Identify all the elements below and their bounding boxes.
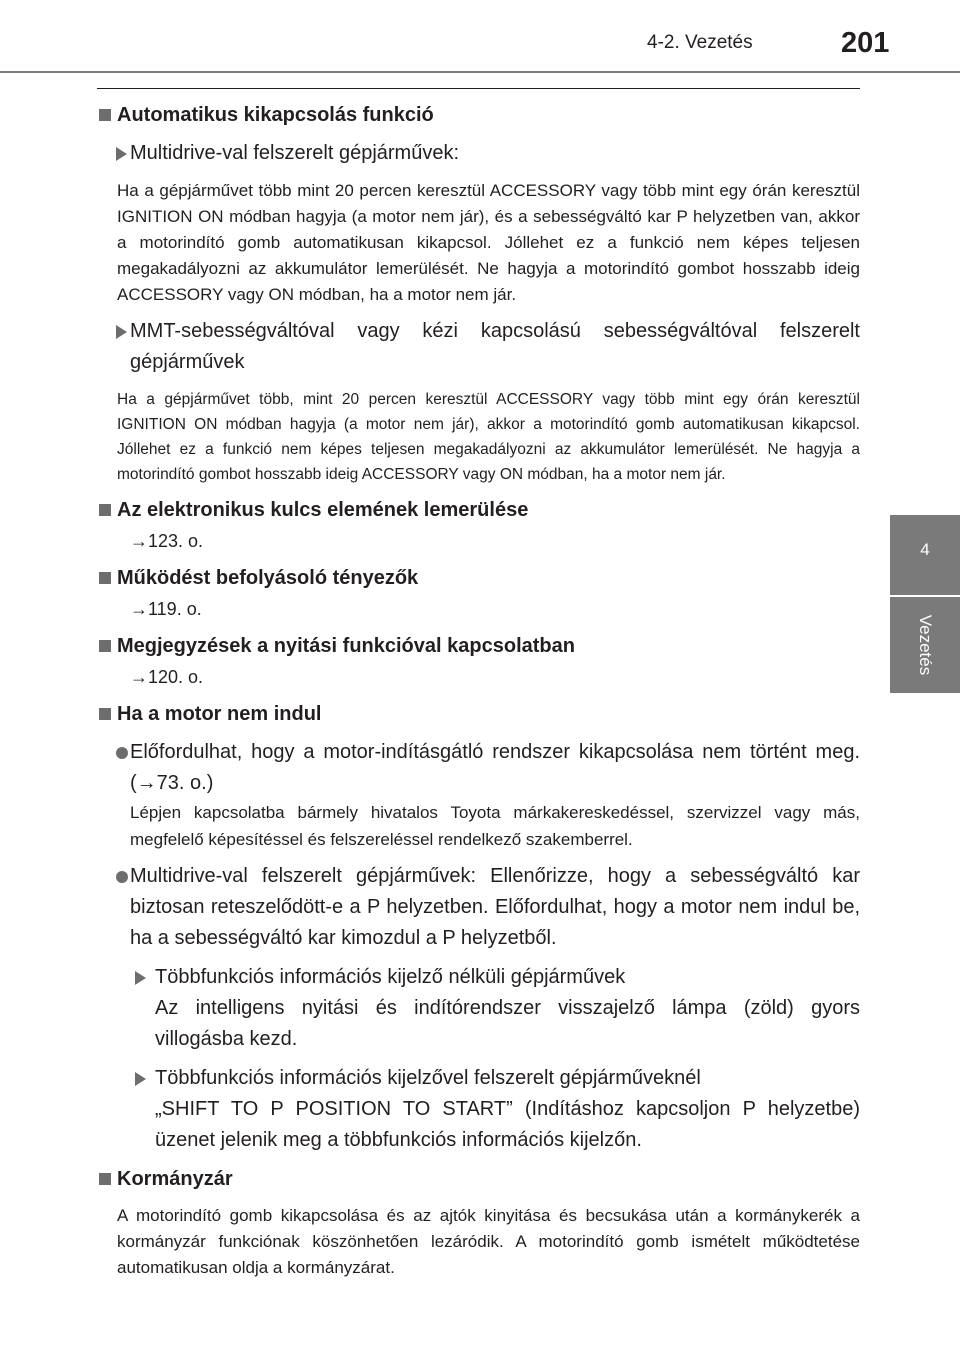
page-reference-notes: →120. o. xyxy=(130,667,204,687)
heading-auto-off: Automatikus kikapcsolás funkció xyxy=(97,100,860,130)
content-top-rule xyxy=(97,88,860,89)
heading-steering-lock: Kormányzár xyxy=(97,1164,860,1194)
header-section-title: 4-2. Vezetés xyxy=(647,32,753,53)
subitem-no-display-title: Többfunkciós információs kijelző nélküli gépjárművek xyxy=(155,966,626,988)
paragraph-multidrive: Ha a gépjárművet több mint 20 percen keresztül ACCESSORY vagy több mint egy órán keresztül IGNITION ON módban hagyja (a motor nem jár), és a sebességváltó kar P helyzetben van, akkor a motorindító gomb automatikusan kikapcsol. Jóllehet ez a funkció nem képes teljesen megakadályozni az akkumulátor lemerülését. Ne hagyja a motorindító gombot hosszabb ideig ACCESSORY vagy ON módban, ha a motor nem jár. xyxy=(117,181,860,304)
page-reference-factors: →119. o. xyxy=(130,599,202,619)
subitem-with-display-title: Többfunkciós információs kijelzővel felszerelt gépjárműveknél xyxy=(155,1067,701,1089)
bullet-immobilizer xyxy=(97,737,860,853)
bullet-shift-lever: Multidrive-val felszerelt gépjárművek: Ellenőrizze, hogy a sebességváltó kar biztosan reteszelődött-e a P helyzetben. Előfordulhat, hogy a motor nem indul be, ha a sebességváltó kar kimozdul a P helyzetből. xyxy=(97,861,860,954)
page-content xyxy=(97,92,860,1281)
bullet-immobilizer-text: Előfordulhat, hogy a motor-indításgátló rendszer kikapcsolása nem történt meg. (→73. o.) xyxy=(130,741,860,794)
subitem-no-display-body: Az intelligens nyitási és indítórendszer visszajelző lámpa (zöld) gyors villogásba kezd. xyxy=(155,997,860,1050)
bullet-immobilizer-note: Lépjen kapcsolatba bármely hivatalos Toyota márkakereskedéssel, szervizzel vagy más, megfelelő képesítéssel és felszereléssel rendelkező szakemberrel. xyxy=(130,803,860,849)
subheading-multidrive: Multidrive-val felszerelt gépjárművek: xyxy=(97,138,860,169)
heading-no-start: Ha a motor nem indul xyxy=(97,699,860,729)
heading-factors: Működést befolyásoló tényezők xyxy=(97,563,860,593)
subitem-no-display xyxy=(97,962,860,1055)
paragraph-steering-lock: A motorindító gomb kikapcsolása és az ajtók kinyitása és becsukása után a kormánykerék a kormányzár funkciónak köszönhetően lezáródik. A motorindító gomb ismételt működtetése automatikusan oldja a kormányzárat. xyxy=(117,1206,860,1277)
page-reference-battery: →123. o. xyxy=(130,531,204,551)
subitem-with-display xyxy=(97,1063,860,1156)
subitem-with-display-body: „SHIFT TO P POSITION TO START” (Indításhoz kapcsoljon P helyzetbe) üzenet jelenik meg a többfunkciós információs kijelzőn. xyxy=(155,1098,860,1151)
header-divider xyxy=(0,71,960,73)
subheading-mmt: MMT-sebességváltóval vagy kézi kapcsolású sebességváltóval felszerelt gépjárművek xyxy=(97,316,860,378)
paragraph-mmt: Ha a gépjárművet több, mint 20 percen keresztül ACCESSORY vagy több mint egy órán keresztül IGNITION ON módban hagyja (a motor nem jár), akkor a motorindító gomb automatikusan kikapcsol. Jóllehet ez a funkció nem képes teljesen megakadályozni az akkumulátor lemerülését. Ne hagyja a motorindító gombot hosszabb ideig ACCESSORY vagy ON módban, ha a motor nem jár. xyxy=(117,391,860,483)
heading-notes: Megjegyzések a nyitási funkcióval kapcsolatban xyxy=(97,631,860,661)
chapter-label: Vezetés xyxy=(916,614,935,676)
page-number: 201 xyxy=(841,27,890,59)
heading-battery: Az elektronikus kulcs elemének lemerülése xyxy=(97,495,860,525)
chapter-number: 4 xyxy=(920,540,930,559)
